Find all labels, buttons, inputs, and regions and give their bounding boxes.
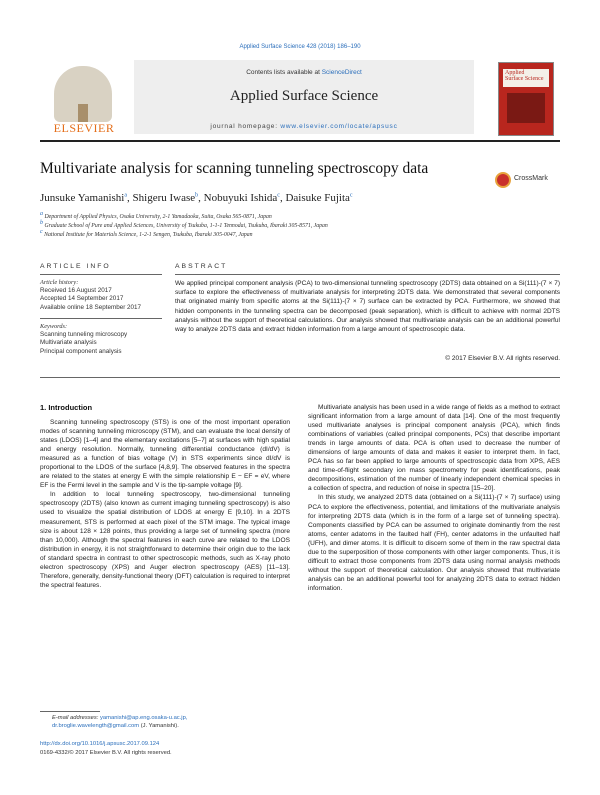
affiliation <box>40 220 560 229</box>
history-item: Available online 18 September 2017 <box>40 303 142 311</box>
affiliation-mark: c <box>40 229 43 235</box>
body-paragraph: Multivariate analysis has been used in a wide range of fields as a method to extract significant information from a large amount of data [14]. One of the most frequently used multivariate analyses is principal component analysis (PCA), which finds combinations of variables (called principal components, PCs) that describe important trends in large amounts of data. PCA is often used to decrease the number of dimensions of large amounts of data and makes it easier to interpret them. In fact, PCA has so far been applied to large amounts of spectroscopic data from XPS, AES and time-of-flight secondary ion mass spectrometry for peak identifications, peak decompositions, estimation of the number of linearly independent chemical species in a collection of spectra, and reduction of noise in spectra [15–20]. <box>308 404 560 493</box>
keyword: Multivariate analysis <box>40 339 97 347</box>
email-label: E-mail addresses: <box>52 715 101 721</box>
homepage-prefix: journal homepage: <box>210 123 281 130</box>
author-affiliation-mark[interactable]: b <box>195 192 199 199</box>
author-affiliation-mark[interactable]: c <box>277 192 280 199</box>
divider <box>40 274 162 275</box>
contents-prefix: Contents lists available at <box>246 69 322 76</box>
keywords-label: Keywords: <box>40 323 68 330</box>
issn-line: 0169-4332/© 2017 Elsevier B.V. All rights reserved. <box>40 750 172 756</box>
publisher-name: ELSEVIER <box>53 121 115 135</box>
body-paragraph: In addition to local tunneling spectroscopy, two-dimensional tunneling spectroscopy (2DTS) (also known as current imaging tunneling spectroscopy) is also used to visualize the spatial distribution of LDOS at energy E [9,10]. In a 2DTS measurement, STS is performed at each pixel of the STM image. The typical image size is about 128 × 128 points, thus providing a large set of tunneling spectra (more than 10,000). Although the spectral features in each curve are related to the LDOS distribution in energy, it is not straightforward to determine their origin due to the lack of standard spectra in contrast to other spectroscopic methods, such as X-ray photo electron spectroscopy (XPS) and Auger electron spectroscopy (AES) [11–13]. Therefore, generally, density-functional theory (DFT) calculation is required to interpret the spectral features. <box>40 491 290 589</box>
abstract-text: We applied principal component analysis (PCA) to two-dimensional tunneling spectroscopy (2DTS) data obtained on a Si(111)-(7 × 7) surface to explore the effectiveness of multivariate analysis for interpreting 2DTS data. We demonstrated that several components that originated mainly from specific atoms at the Si(111)-(7 × 7) surface can be extracted by PCA. Furthermore, we showed that hidden components in the tunneling spectra can be decomposed (peak separation), which is difficult to achieve with normal 2DTS analysis without the support of theoretical calculations. Our analysis showed that multivariate analysis can be an additional powerful way to analyze 2DTS data and extract hidden information from a large amount of spectroscopic data. <box>175 280 560 334</box>
history-label: Article history: <box>40 279 79 286</box>
email-link[interactable]: dr.broglie.wavelength@gmail.com <box>52 723 140 729</box>
journal-homepage <box>134 123 474 130</box>
section-heading-introduction: 1. Introduction <box>40 403 93 412</box>
affiliation-text: Graduate School of Pure and Applied Sciences, University of Tsukuba, 1-1-1 Tennodai, Tsukuba, Ibaraki 305-8571, Japan <box>44 222 328 229</box>
affiliation-text: National Institute for Materials Science, 1-2-1 Sengen, Tsukuba, Ibaraki 305-0047, Japan <box>44 231 253 238</box>
affiliation-mark: a <box>40 211 43 217</box>
journal-header <box>40 60 560 138</box>
affiliation-text: Department of Applied Physics, Osaka University, 2-1 Yamadaoka, Suita, Osaka 565-0871, Japan <box>44 213 272 220</box>
email-owner: (J. Yamanishi). <box>139 723 179 729</box>
author-name[interactable]: Nobuyuki Ishida <box>203 192 278 204</box>
author-name[interactable]: Daisuke Fujita <box>285 192 350 204</box>
footnote-email <box>52 723 352 729</box>
abstract-heading: ABSTRACT <box>175 263 228 270</box>
affiliation <box>40 229 560 238</box>
author-affiliation-mark[interactable]: a <box>124 192 128 199</box>
email-link[interactable]: yamanishi@ap.eng.osaka-u.ac.jp, <box>100 715 188 721</box>
header-rule <box>40 140 560 142</box>
body-paragraph: Scanning tunneling spectroscopy (STS) is one of the most important operation modes of scanning tunneling microscopy (STM), and can evaluate the local density of states (LDOS) [1–4] and the elementary excitations [5–7] at surfaces with high spatial and energy resolution. Normally, tunneling differential conductance (dI/dV) is measured as a function of bias voltage (V) in STS experiments since dI/dV is proportional to the LDOS of the surface [4,8,9]. The observed features in the spectra are related to the states at energy E with the simple relationship E − EF = eV, where EF is the Fermi level in the sample and V is the tip-sample voltage [9]. <box>40 419 290 490</box>
crossmark-icon <box>495 172 511 188</box>
divider <box>40 318 162 319</box>
keyword: Principal component analysis <box>40 347 122 355</box>
journal-cover-image <box>498 62 554 136</box>
journal-citation[interactable]: Applied Surface Science 428 (2018) 186–190 <box>239 44 361 50</box>
sciencedirect-link[interactable]: ScienceDirect <box>321 69 362 76</box>
contents-line <box>134 69 474 76</box>
author-name[interactable]: Shigeru Iwase <box>132 192 196 204</box>
tree-trunk <box>78 104 88 122</box>
history-item: Received 16 August 2017 <box>40 287 112 295</box>
keywords <box>40 323 170 356</box>
history-item: Accepted 14 September 2017 <box>40 295 124 303</box>
affiliation-mark: b <box>40 220 43 226</box>
article-history <box>40 279 170 312</box>
article-title: Multivariate analysis for scanning tunneling spectroscopy data <box>40 160 429 177</box>
author-affiliation-mark[interactable]: c <box>349 192 353 199</box>
homepage-link[interactable]: www.elsevier.com/locate/apsusc <box>280 123 398 130</box>
affiliation <box>40 211 560 220</box>
body-column-left <box>40 418 290 590</box>
journal-title: Applied Surface Science <box>229 88 379 104</box>
copyright-notice: © 2017 Elsevier B.V. All rights reserved. <box>445 355 560 362</box>
body-paragraph: In this study, we analyzed 2DTS data (obtained on a Si(111)-(7 × 7) surface) using PCA to explore the effectiveness, potential, and limitations of the multivariate analysis for interpreting 2DTS data (which is in the form of a large set of tunneling spectra). Components classified by PCA can be assumed to originate dominantly from the rest atoms, center adatoms in the faulted half (FH), center adatoms in the unfaulted half (UFH), and dimer atoms. It is difficult to discern some of them in the raw spectral data due to the superposition of those components with other larger components. Thus, it is difficult to extract those components from 2DTS data using normal analysis methods without the support of theoretical calculation. Our analysis showed that multivariate analysis can be an additional powerful tool for analyzing 2DTS data to extract hidden information. <box>308 494 560 592</box>
author-list: Junsuke Yamanishi$^a$, Shigeru Iwase$^b$, Nobuyuki Ishida$^c$, Daisuke Fujita$^c$ <box>40 192 353 204</box>
keyword: Scanning tunneling microscopy <box>40 331 128 339</box>
doi-link[interactable]: http://dx.doi.org/10.1016/j.apsusc.2017.09.124 <box>40 741 160 747</box>
divider <box>40 377 560 378</box>
journal-banner <box>134 60 474 134</box>
cover-graphic <box>507 93 545 123</box>
body-column-right <box>308 403 560 593</box>
footnote-rule <box>40 711 100 712</box>
crossmark-label: CrossMark <box>514 175 548 182</box>
footnote-email <box>52 715 352 721</box>
crossmark-badge[interactable] <box>495 171 557 191</box>
divider <box>175 274 560 275</box>
article-info-heading: ARTICLE INFO <box>40 263 111 270</box>
cover-title: Applied Surface Science <box>505 70 544 82</box>
author-name[interactable]: Junsuke Yamanishi <box>40 192 125 204</box>
